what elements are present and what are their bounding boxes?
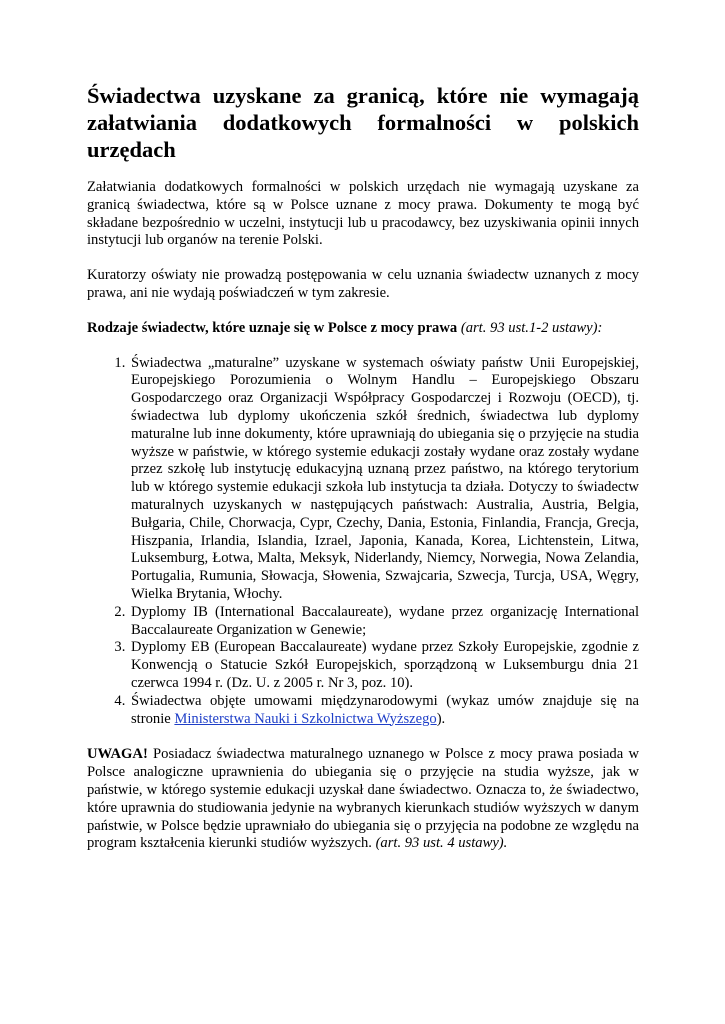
list-item [129,693,639,729]
kuratorzy-paragraph: Kuratorzy oświaty nie prowadzą postępowania w celu uznania świadectw uznanych z mocy prawa, ani nie wydają poświadczeń w tym zakresie. [87,267,639,301]
page-title: Świadectwa uzyskane za granicą, które nie wymagają załatwiania dodatkowych formalności w polskich urzędach [87,83,639,162]
list-item: 1. Świadectwa „maturalne” uzyskane w systemach oświaty państw Unii Europejskiej, Europejskiego Porozumienia o Wolnym Handlu – Europejskiego Obszaru Gospodarczego oraz Organizacji Współpracy Gospodarczej i Rozwoju (OECD), tj. świadectwa lub dyplomy ukończenia szkół średnich, świadectwa lub dyplomy maturalne lub inne dokumenty, które uprawniają do ubiegania się o przyjęcie na studia wyższe w państwie, w którego systemie edukacji zostały wydane oraz zostały wydane przez szkołę lub instytucję edukacyjną uznaną przez państwo, na którego terytorium lub w którego systemie edukacji szkoła lub instytucja ta działa. Dotyczy to świadectw maturalnych uzyskanych w następujących państwach: Australia, Austria, Belgia, Bułgaria, Chile, Chorwacja, Cypr, Czechy, Dania, Estonia, Finlandia, Francja, Grecja, Hiszpania, Irlandia, Islandia, Izrael, Japonia, Kanada, Korea, Lichtenstein, Litwa, Luksemburg, Łotwa, Malta, Meksyk, Niderlandy, Niemcy, Norwegia, Nowa Zelandia, Portugalia, Rumunia, Słowacja, Słowenia, Szwajcaria, Szwecja, Turcja, USA, Węgry, Wielka Brytania, Włochy. [129,355,639,604]
item4-closing: ). [436,710,446,727]
section-heading-line [87,320,639,338]
section-heading: Rodzaje świadectw, które uznaje się w Polsce z mocy prawa [87,319,458,336]
document-page [87,82,639,853]
section-reference: (art. 93 ust.1-2 ustawy): [460,319,603,336]
warning-reference: (art. 93 ust. 4 ustawy). [375,835,508,852]
ministry-link[interactable]: Ministerstwa Nauki i Szkolnictwa Wyższego [174,710,437,727]
warning-label: UWAGA! [87,746,148,763]
list-item: 3. Dyplomy EB (European Baccalaureate) wydane przez Szkoły Europejskie, zgodnie z Konwencją o Statucie Szkół Europejskich, sporządzoną w Luksemburgu dnia 21 czerwca 1994 r. (Dz. U. z 2005 r. Nr 3, poz. 10). [129,639,639,692]
item4-text: Świadectwa objęte umowami międzynarodowymi (wykaz umów znajduje się na stronie [131,692,639,727]
list-item: 2. Dyplomy IB (International Baccalaureate), wydane przez organizację International Baccalaureate Organization w Genewie; [129,604,639,640]
certificate-types-list [87,355,639,729]
warning-paragraph [87,746,639,853]
warning-text: Posiadacz świadectwa maturalnego uznanego w Polsce z mocy prawa posiada w Polsce analogiczne uprawnienia do ubiegania się o przyjęcie na studia wyższe, jak w państwie, w którego systemie edukacji uzyskał dane świadectwo. Oznacza to, że świadectwo, które uprawnia do studiowania jedynie na wybranych kierunkach studiów wyższych w danym państwie, w Polsce będzie uprawniało do ubiegania się o przyjęcia na podobne ze względu na program kształcenia kierunki studiów wyższych. [87,746,639,852]
intro-paragraph: Załatwiania dodatkowych formalności w polskich urzędach nie wymagają uzyskane za granicą świadectwa, które są w Polsce uznane z mocy prawa. Dokumenty te mogą być składane bezpośrednio w uczelni, instytucji lub u pracodawcy, bez uzyskiwania opinii innych instytucji lub organów na terenie Polski. [87,179,639,249]
